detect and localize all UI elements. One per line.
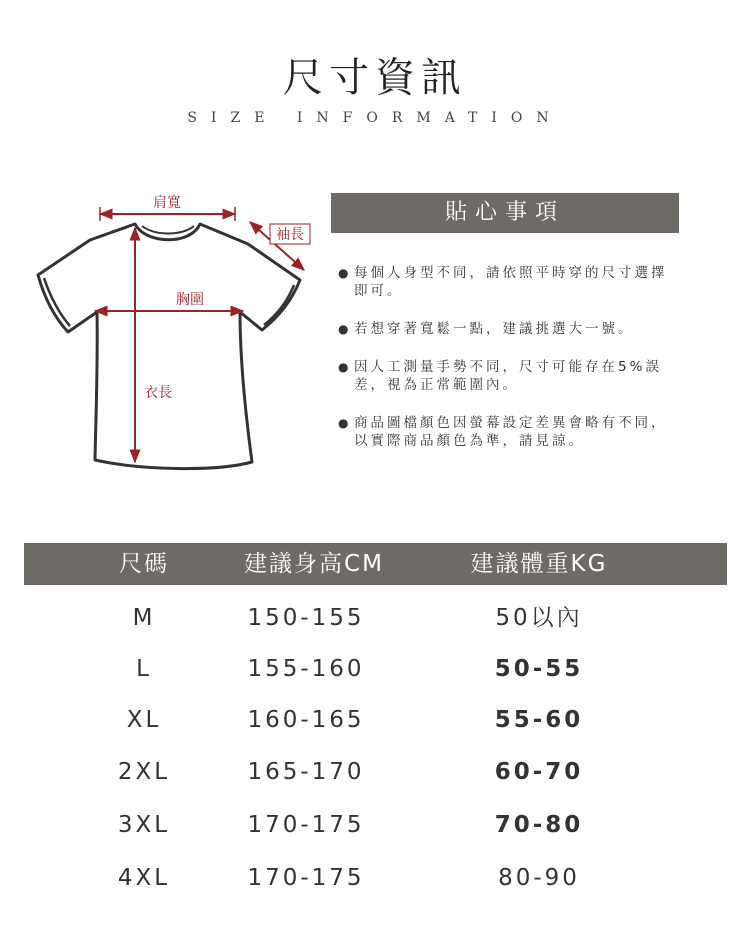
- weight-cell: 50以內: [495, 605, 583, 631]
- page-subtitle: SIZE INFORMATION: [187, 110, 563, 126]
- bullet-icon: ●: [338, 266, 352, 280]
- height-cell: 155-160: [247, 656, 365, 682]
- height-cell: 170-175: [247, 865, 365, 891]
- weight-cell: 80-90: [498, 865, 580, 891]
- size-cell: 3XL: [117, 812, 171, 838]
- tshirt-outline: [38, 224, 300, 469]
- column-header-height: 建議身高CM: [244, 551, 384, 577]
- size-cell: M: [132, 605, 156, 631]
- table-row: [24, 858, 727, 898]
- column-header-size: 尺碼: [119, 551, 169, 577]
- weight-cell: 55-60: [494, 707, 584, 733]
- chest-label: 胸圍: [176, 292, 204, 308]
- size-cell: 2XL: [117, 759, 171, 785]
- bullet-icon: ●: [338, 360, 352, 374]
- weight-cell: 60-70: [494, 759, 584, 785]
- tip-item: ● 若想穿著寬鬆一點，建議挑選大一號。: [338, 321, 635, 337]
- size-cell: 4XL: [117, 865, 171, 891]
- height-cell: 150-155: [247, 605, 365, 631]
- shoulder-label: 肩寬: [153, 195, 181, 211]
- height-cell: 160-165: [247, 707, 365, 733]
- weight-cell: 50-55: [494, 656, 584, 682]
- bullet-icon: ●: [338, 416, 352, 430]
- height-cell: 170-175: [247, 812, 365, 838]
- tips-list: [338, 264, 678, 470]
- page-title: 尺寸資訊: [283, 55, 467, 101]
- height-cell: 165-170: [247, 759, 365, 785]
- tip-item: ● 每個人身型不同，請依照平時穿的尺寸選擇即可。: [338, 265, 668, 299]
- table-row: [24, 752, 727, 792]
- column-header-weight: 建議體重KG: [470, 551, 608, 577]
- size-table-header: [24, 543, 727, 585]
- weight-cell: 70-80: [494, 812, 584, 838]
- table-row: [24, 598, 727, 638]
- size-cell: L: [136, 656, 152, 682]
- bullet-icon: ●: [338, 322, 352, 336]
- tips-header: 貼心事項: [331, 193, 679, 233]
- size-cell: XL: [126, 707, 162, 733]
- length-label: 衣長: [144, 385, 172, 401]
- sleeve-label: 袖長: [276, 227, 304, 243]
- table-row: [24, 700, 727, 740]
- table-row: [24, 649, 727, 689]
- tshirt-measurement-diagram: [0, 180, 330, 480]
- tip-item: ● 商品圖檔顏色因螢幕設定差異會略有不同，以實際商品顏色為準，請見諒。: [338, 415, 668, 449]
- table-row: [24, 805, 727, 845]
- tip-item: ● 因人工測量手勢不同，尺寸可能存在5%誤差，視為正常範圍內。: [338, 359, 662, 393]
